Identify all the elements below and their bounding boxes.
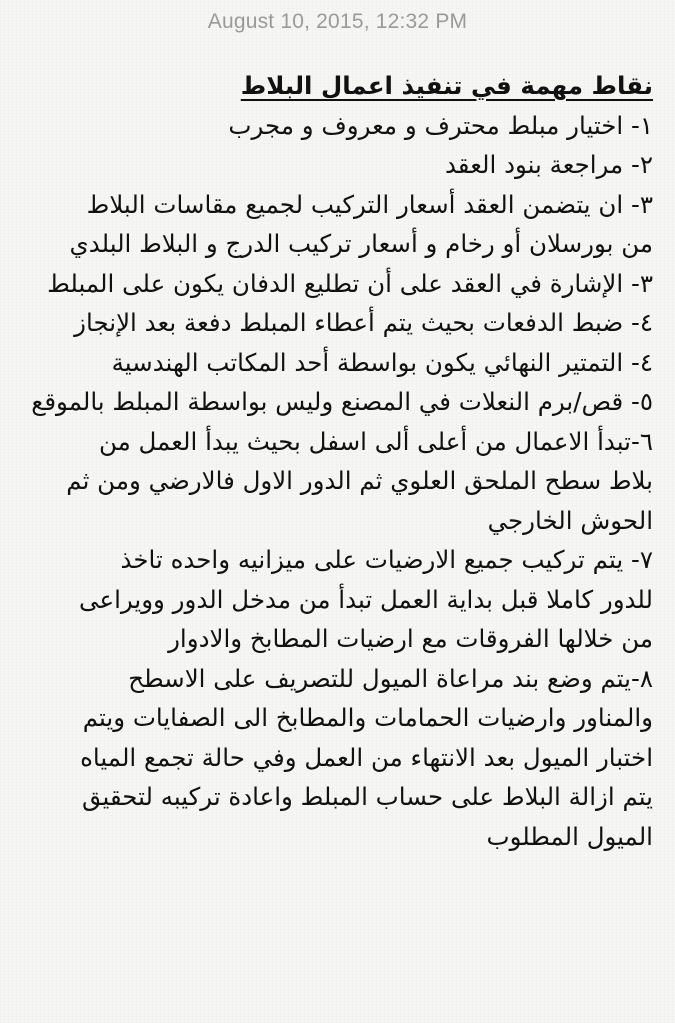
note-line: اختبار الميول بعد الانتهاء من العمل وفي حالة تجمع المياه [80,742,653,772]
note-line: الحوش الخارجي [487,505,653,535]
note-title: نقاط مهمة في تنفيذ اعمال البلاط [240,71,653,100]
note-timestamp: August 10, 2015, 12:32 PM [207,10,468,33]
note-line: بلاط سطح الملحق العلوي ثم الدور الاول فالارضي ومن ثم [66,466,653,495]
note-line: ٢- مراجعة بنود العقد [444,150,653,179]
note-line: من خلالها الفروقات مع ارضيات المطابخ والادوار [168,624,653,653]
note-line: ٣- ان يتضمن العقد أسعار التركيب لجميع مقاسات البلاط [86,189,653,219]
note-line: ٤- ضبط الدفعات بحيث يتم أعطاء المبلط دفعة بعد الإنجاز [74,308,653,337]
note-line: الميول المطلوب [486,821,653,851]
note-line: ٧- يتم تركيب جميع الارضيات على ميزانيه واحده تاخذ [120,545,653,574]
note-line: ٨-يتم وضع بند مراعاة الميول للتصريف على الاسطح [128,663,653,693]
note-body[interactable] [17,66,653,856]
note-line: يتم ازالة البلاط على حساب المبلط واعادة تركيبه لتحقيق [82,782,653,811]
note-line: ٣- الإشارة في العقد على أن تطليع الدفان يكون على المبلط [47,268,653,298]
note-line: ١- اختيار مبلط محترف و معروف و مجرب [228,110,653,140]
note-line: للدور كاملا قبل بداية العمل تبدأ من مدخل الدور وويراعى [79,584,653,614]
note-line: والمناور وارضيات الحمامات والمطابخ الى الصفايات ويتم [82,703,653,732]
note-line: ٤- التمتير النهائي يكون بواسطة أحد المكاتب الهندسية [111,347,653,377]
note-line: ٥- قص/برم النعلات في المصنع وليس بواسطة المبلط بالموقع [31,387,653,416]
note-line: من بورسلان أو رخام و أسعار تركيب الدرج و البلاط البلدي [69,229,653,258]
note-line: ٦-تبدأ الاعمال من أعلى ألى اسفل بحيث يبدأ العمل من [98,426,653,456]
